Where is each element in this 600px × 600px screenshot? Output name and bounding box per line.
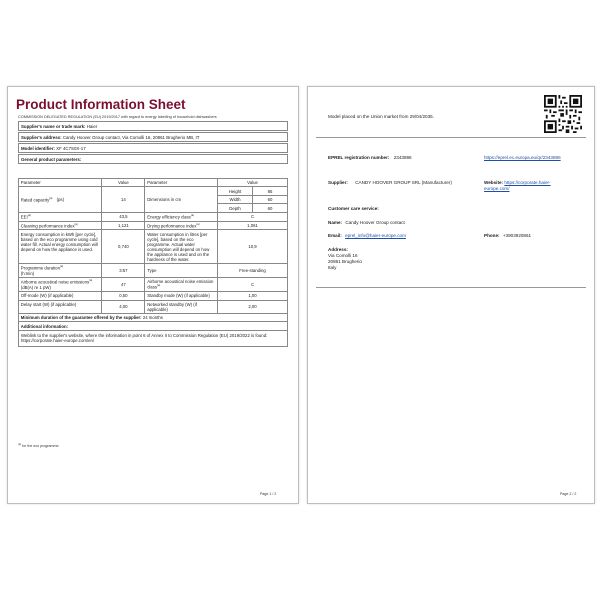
param-cell: Type <box>145 264 218 278</box>
value-cell: 85 <box>253 187 288 195</box>
supplier-address-row <box>18 132 288 142</box>
eprel-value: 2343896 <box>393 155 412 160</box>
param-cell: Networked standby (W) (if applicable) <box>145 300 218 314</box>
param-cell: Energy consumption in kWh [per cycle], based on the eco programme using cold water fill. Actual energy consumption will depend on how the appliance is used. <box>19 230 102 264</box>
care-email-label: Email: <box>328 233 342 238</box>
care-name-label: Name: <box>328 220 343 225</box>
value-cell: 47 <box>102 278 145 292</box>
param-cell: Energy efficiency class$^{(a)}$ <box>145 212 218 221</box>
eprel-link[interactable]: https://eprel.ec.europa.eu/qr/2343896 <box>484 155 561 160</box>
value-cell: 60 <box>253 204 288 212</box>
care-email-link[interactable]: eprel_info@haier-europe.com <box>345 233 406 238</box>
divider <box>316 137 586 138</box>
eprel-row <box>328 155 412 161</box>
param-cell: Drying performance index$^{(a)}$ <box>145 221 218 230</box>
table-row <box>19 292 288 300</box>
supplier-value: CANDY HOOVER GROUP SRL (Manufacturer) <box>355 180 452 185</box>
care-address-label: Address: <box>328 247 348 252</box>
param-cell: Off-mode (W) (if applicable) <box>19 292 102 300</box>
additional-info-row <box>19 330 288 346</box>
address-line-3: Italy <box>328 264 337 270</box>
document-page-1 <box>7 86 299 504</box>
supplier-name-label: Supplier's name or trade mark: <box>21 123 86 129</box>
table-row <box>19 187 288 195</box>
care-name-row <box>328 220 405 226</box>
supplier-row <box>328 180 452 186</box>
general-params-row <box>18 154 288 164</box>
additional-info-header-row <box>19 322 288 330</box>
supplier-name-value: Haier <box>86 123 98 129</box>
header-value: Value <box>218 179 288 187</box>
param-cell: Water consumption in litres [per cycle], based on the eco programme. Actual water consumption will depend on how the appliance is used and on the hardness of the water. <box>145 230 218 264</box>
value-cell: C <box>218 278 288 292</box>
website-label: Website: <box>484 180 504 185</box>
document-page-2 <box>307 86 595 504</box>
supplier-label: Supplier: <box>328 180 348 185</box>
header-parameter: Parameter <box>19 179 102 187</box>
table-row <box>19 300 288 314</box>
guarantee-label: Minimum duration of the guarantee offered by the supplier: <box>20 315 142 321</box>
value-cell: 4,00 <box>102 300 145 314</box>
param-cell: Delay start (W) (if applicable) <box>19 300 102 314</box>
header-value: Value <box>102 179 145 187</box>
page-number: Page 2 / 2 <box>560 492 577 496</box>
param-cell: Rated capacity$^{(a)}$ (ps) <box>19 187 102 212</box>
value-cell: 0,740 <box>102 230 145 264</box>
care-address-block <box>328 247 362 271</box>
page-title: Product Information Sheet <box>16 97 186 112</box>
sub-label-cell: Height <box>218 187 253 195</box>
table-row <box>19 230 288 264</box>
value-cell: 2,00 <box>218 300 288 314</box>
parameter-table <box>18 178 288 347</box>
care-email-row <box>328 233 406 239</box>
care-phone-value: +3903920861 <box>502 233 532 238</box>
value-cell: 14 <box>102 187 145 212</box>
page-number: Page 1 / 2 <box>260 492 277 496</box>
address-line-1: Via Comolli 16 <box>328 252 358 258</box>
additional-text: Weblink to the supplier's website, where the information in point 6 of Annex II to Commission Regulation (EU) 2019/2022 is found: https://corporate.haier-europe.com/en/ <box>19 330 288 346</box>
address-line-2: 20861 Brugherio <box>328 258 362 264</box>
sub-label-cell: Width <box>218 195 253 203</box>
additional-label: Additional information: <box>20 323 69 329</box>
care-phone-row <box>484 233 531 239</box>
value-cell: 10,9 <box>218 230 288 264</box>
model-label: Model identifier: <box>21 145 55 151</box>
eprel-label: EPREL registration number: <box>328 155 390 160</box>
qr-code-icon[interactable] <box>544 95 582 133</box>
table-row <box>19 212 288 221</box>
header-parameter: Parameter <box>145 179 218 187</box>
website-link[interactable]: https://corporate.haier-europe.com/ <box>484 180 551 191</box>
supplier-address-value: Candy Hoover Group contact, Via Comolli 16, 20861 Brugherio MB, IT <box>62 134 200 140</box>
general-params-label: General product parameters: <box>21 156 82 162</box>
value-cell: Free-standing <box>218 264 288 278</box>
value-cell: 1,00 <box>218 292 288 300</box>
table-row <box>19 221 288 230</box>
param-cell: Programme duration$^{(a)}$ (h:min) <box>19 264 102 278</box>
guarantee-value: 24 months <box>142 315 163 321</box>
value-cell: 1,061 <box>218 221 288 230</box>
value-cell: 1,121 <box>102 221 145 230</box>
customer-care-label: Customer care service: <box>328 206 379 211</box>
guarantee-row <box>19 314 288 322</box>
param-cell: EEI$^{(a)}$ <box>19 212 102 221</box>
sub-label-cell: Depth <box>218 204 253 212</box>
table-row <box>19 278 288 292</box>
care-phone-label: Phone: <box>484 233 500 238</box>
footnote: $^{(a)}$ for the eco programme. <box>18 443 60 449</box>
model-placed-text: Model placed on the Union market from 29/04/2035. <box>328 114 434 119</box>
value-cell: 60 <box>253 195 288 203</box>
param-cell: Dimensions in cm <box>145 187 218 212</box>
value-cell: 0,50 <box>102 292 145 300</box>
param-cell: Airborne acoustical noise emission class$^{(a)}$ <box>145 278 218 292</box>
param-cell: Standby mode (W) (if applicable) <box>145 292 218 300</box>
param-cell: Airborne acoustical noise emissions$^{(a)}$ (dB(A) re 1 pW) <box>19 278 102 292</box>
supplier-address-label: Supplier's address: <box>21 134 62 140</box>
supplier-name-row <box>18 121 288 131</box>
divider <box>316 287 586 288</box>
table-row <box>19 264 288 278</box>
model-value: XF 4C7S0X-17 <box>56 145 86 151</box>
care-name-value: Candy Hoover Group contact <box>345 220 405 225</box>
value-cell: C <box>218 212 288 221</box>
website-row <box>484 180 576 192</box>
value-cell: 43,5 <box>102 212 145 221</box>
param-cell: Cleaning performance index$^{(a)}$ <box>19 221 102 230</box>
table-header-row <box>19 179 288 187</box>
regulation-line: COMMISSION DELEGATED REGULATION (EU) 2019/2017 with regard to energy labelling of household dishwashers <box>18 115 217 119</box>
model-identifier-row <box>18 143 288 153</box>
value-cell: 3:57 <box>102 264 145 278</box>
